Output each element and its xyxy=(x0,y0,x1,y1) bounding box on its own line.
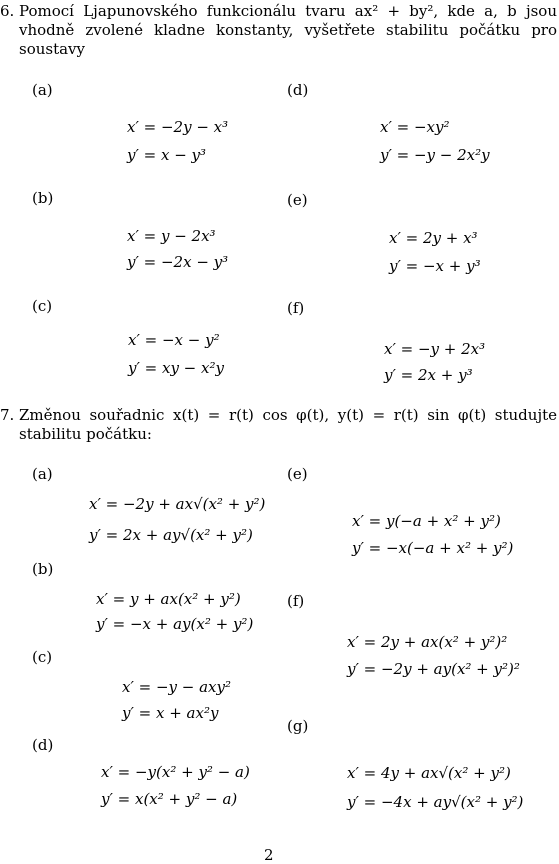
p7-label-a: (a) xyxy=(32,465,53,483)
p7-label-e: (e) xyxy=(287,465,308,483)
p6-d-eq2: y′ = −y − 2x²y xyxy=(380,146,490,164)
problem-7-number: 7. xyxy=(0,406,15,424)
p7-g-eq1: x′ = 4y + ax√(x² + y²) xyxy=(347,764,511,782)
p7-b-eq2: y′ = −x + ay(x² + y²) xyxy=(96,615,254,633)
p6-c-eq1: x′ = −x − y² xyxy=(128,331,220,349)
p6-d-eq1: x′ = −xy² xyxy=(380,118,450,136)
p7-a-eq2: y′ = 2x + ay√(x² + y²) xyxy=(89,526,253,544)
p6-label-b: (b) xyxy=(32,189,54,207)
p6-b-eq1: x′ = y − 2x³ xyxy=(127,227,216,245)
p6-e-eq2: y′ = −x + y³ xyxy=(389,257,481,275)
p7-b-eq1: x′ = y + ax(x² + y²) xyxy=(96,590,241,608)
p6-f-eq2: y′ = 2x + y³ xyxy=(384,366,473,384)
p7-d-eq1: x′ = −y(x² + y² − a) xyxy=(101,763,250,781)
p6-f-eq1: x′ = −y + 2x³ xyxy=(384,340,486,358)
problem-6-text: Pomocí Ljapunovského funkcionálu tvaru ax² + by², kde a, b jsou vhodně zvolené kladne konstanty, vyšetřete stabilitu počátku pro soustavy xyxy=(19,2,557,58)
p6-a-eq1: x′ = −2y − x³ xyxy=(127,118,229,136)
p7-d-eq2: y′ = x(x² + y² − a) xyxy=(101,790,238,808)
page-number: 2 xyxy=(264,846,274,864)
p7-g-eq2: y′ = −4x + ay√(x² + y²) xyxy=(347,793,524,811)
p6-label-d: (d) xyxy=(287,81,309,99)
p6-e-eq1: x′ = 2y + x³ xyxy=(389,229,478,247)
problem-7-text: Změnou souřadnic x(t) = r(t) cos φ(t), y(t) = r(t) sin φ(t) studujte stabilitu počátku: xyxy=(19,406,557,443)
p7-e-eq1: x′ = y(−a + x² + y²) xyxy=(352,512,501,530)
p6-c-eq2: y′ = xy − x²y xyxy=(128,359,224,377)
p6-label-e: (e) xyxy=(287,191,308,209)
p6-a-eq2: y′ = x − y³ xyxy=(127,146,207,164)
p7-a-eq1: x′ = −2y + ax√(x² + y²) xyxy=(89,495,266,513)
p6-label-f: (f) xyxy=(287,299,305,317)
p6-b-eq2: y′ = −2x − y³ xyxy=(127,253,229,271)
p7-label-f: (f) xyxy=(287,592,305,610)
p7-label-g: (g) xyxy=(287,717,309,735)
p6-label-c: (c) xyxy=(32,297,53,315)
p7-c-eq2: y′ = x + ax²y xyxy=(122,704,219,722)
p7-e-eq2: y′ = −x(−a + x² + y²) xyxy=(352,539,514,557)
p7-f-eq1: x′ = 2y + ax(x² + y²)² xyxy=(347,633,508,651)
p7-f-eq2: y′ = −2y + ay(x² + y²)² xyxy=(347,660,520,678)
problem-6-number: 6. xyxy=(0,2,15,20)
p7-c-eq1: x′ = −y − axy² xyxy=(122,678,232,696)
p6-label-a: (a) xyxy=(32,81,53,99)
p7-label-b: (b) xyxy=(32,560,54,578)
p7-label-d: (d) xyxy=(32,736,54,754)
p7-label-c: (c) xyxy=(32,648,53,666)
